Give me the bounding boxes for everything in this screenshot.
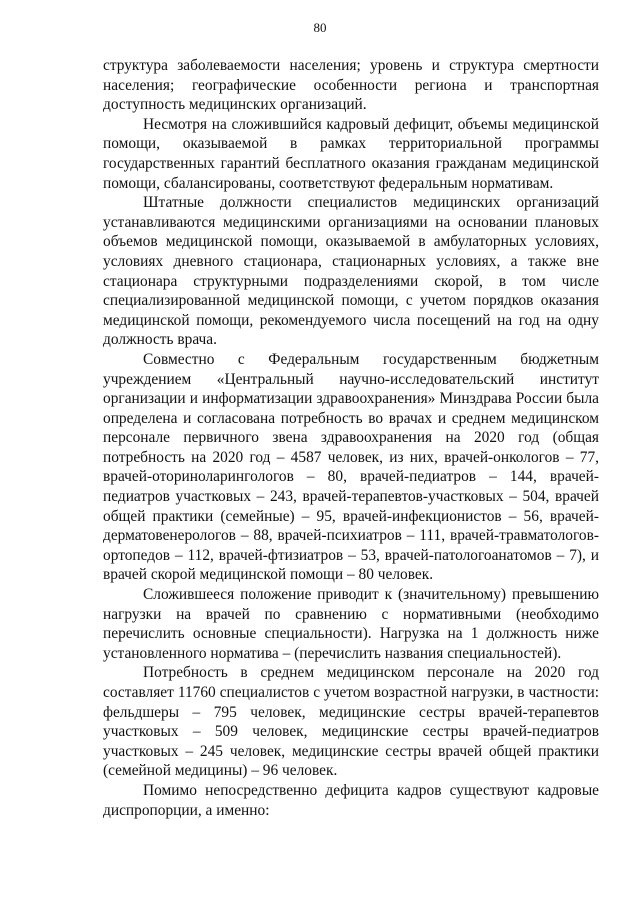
paragraph-nursing-demand: Потребность в среднем медицинском персонале на 2020 год составляет 11760 специалистов с учетом возрастной нагрузки, в частности: фельдшеры – 795 человек, медицинские сестры врачей-терапевтов участковых – 509 человек, медицинские сестры врачей-педиатров участковых – 245 человек, медицинские сестры врачей общей практики (семейной медицины) – 96 человек. [103,664,599,780]
paragraph-staff-shortage: Несмотря на сложившийся кадровый дефицит, объемы медицинской помощи, оказываемой в рамках территориальной программы государственных гарантий бесплатного оказания гражданам медицинской помощи, сбалансированы, соответствуют федеральным нормативам. [103,115,599,192]
paragraph-staff-positions: Штатные должности специалистов медицинских организаций устанавливаются медицинскими организациями на основании плановых объемов медицинской помощи, оказываемой в амбулаторных условиях, условиях дневного стационара, стационарных условиях, а также вне стационара структурными подразделениями скорой, в том числе специализированной медицинской помощи, с учетом порядков оказания медицинской помощи, рекомендуемого числа посещений на год на одну должность врача. [103,194,599,349]
paragraph-disproportions: Помимо непосредственно дефицита кадров существуют кадровые диспропорции, а именно: [103,781,599,819]
paragraph-doctor-demand: Совместно с Федеральным государственным бюджетным учреждением «Центральный научно-исследовательский институт организации и информатизации здравоохранения» Минздрава России была определена и согласована потребность во врачах и среднем медицинском персонале первичного звена здравоохранения на 2020 год (общая потребность на 2020 год – 4587 человек, из них, врачей-онкологов – 77, врачей-оториноларингологов – 80, врачей-педиатров – 144, врачей-педиатров участковых – 243, врачей-терапевтов-участковых – 504, врачей общей практики (семейные) – 95, врачей-инфекционистов – 56, врачей-дерматовенерологов – 88, врачей-психиатров – 111, врачей-травматологов-ортопедов – 112, врачей-фтизиатров – 53, врачей-патологоанатомов – 7), и врачей скорой медицинской помощи – 80 человек. [103,350,599,584]
paragraph-intro-continuation: структура заболеваемости населения; уровень и структура смертности населения; географические особенности региона и транспортная доступность медицинских организаций. [103,57,599,114]
page-body [103,56,599,820]
page-number: 80 [313,20,327,35]
paragraph-workload: Сложившееся положение приводит к (значительному) превышению нагрузки на врачей по сравнению с нормативными (необходимо перечислить основные специальности). Нагрузка на 1 должность ниже установленного норматива – (перечислить названия специальностей). [103,586,599,662]
